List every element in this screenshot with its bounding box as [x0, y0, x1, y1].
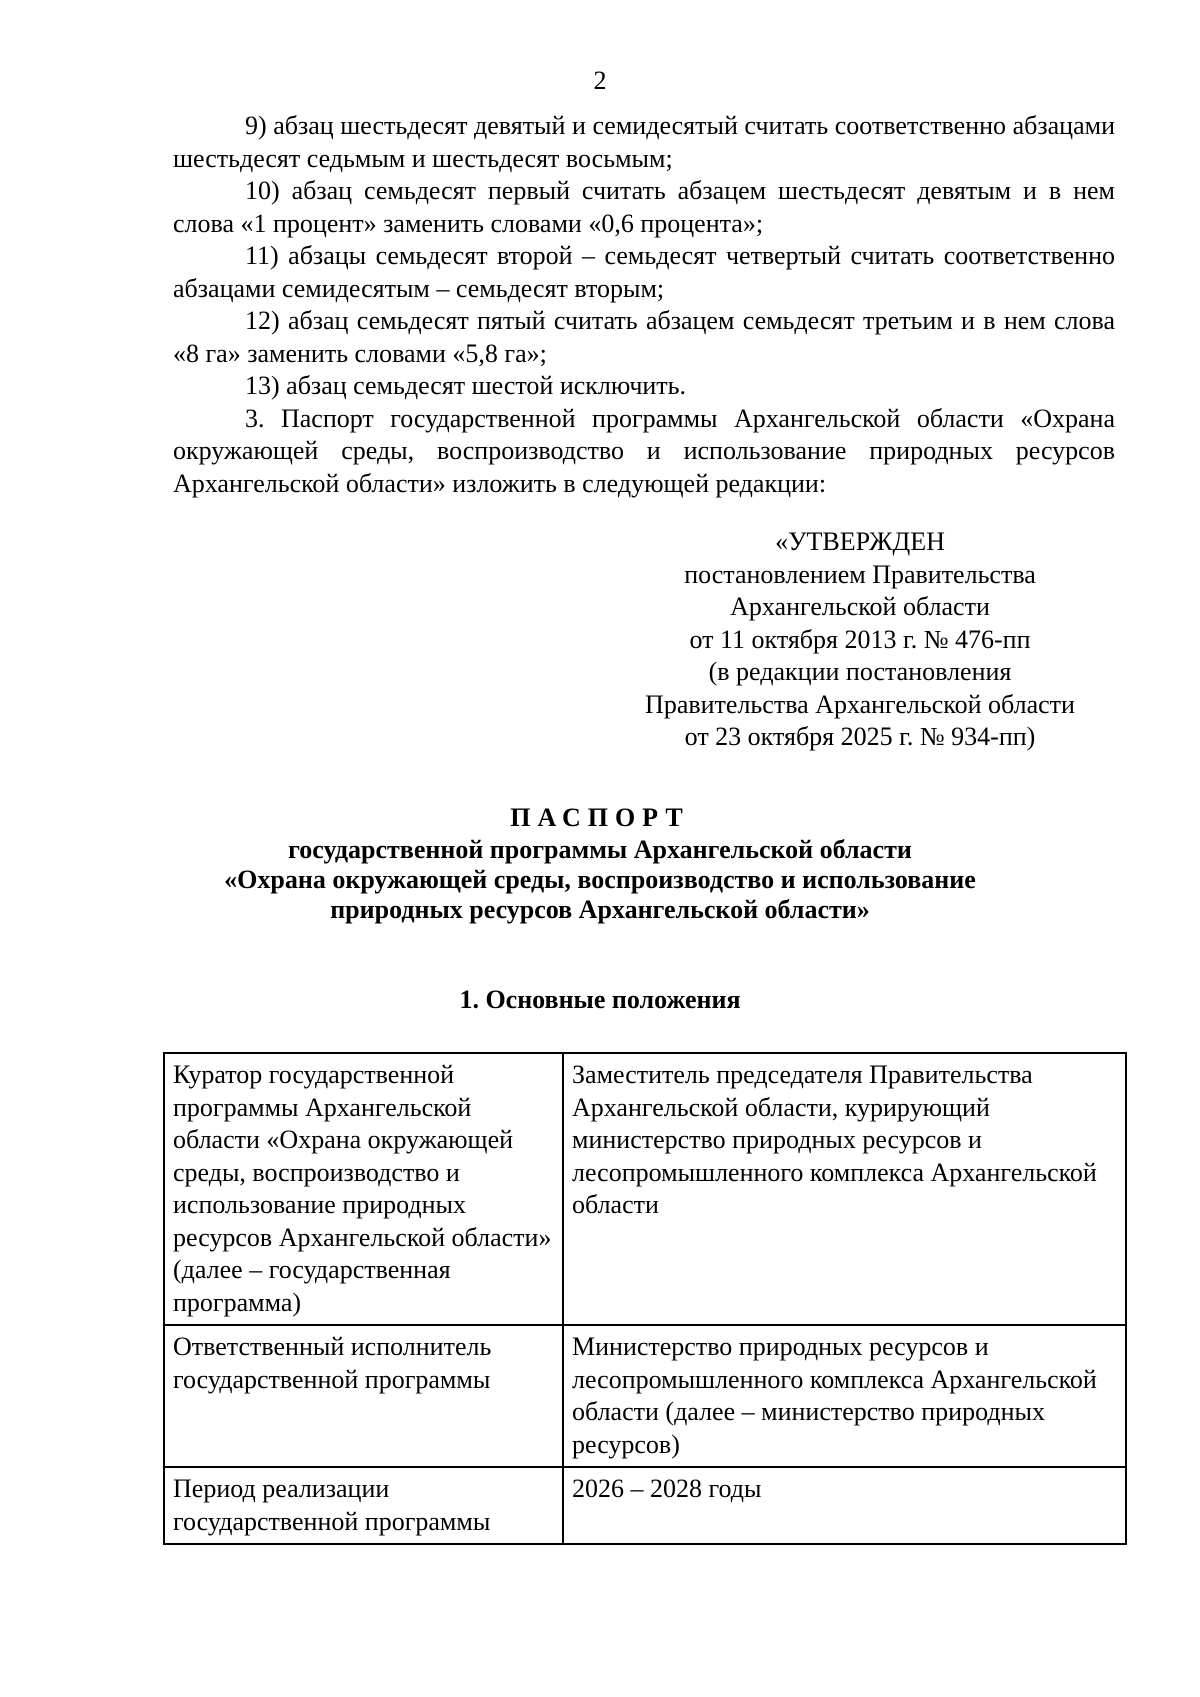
- table-cell-value: Заместитель председателя Правительства Архангельской области, курирующий министерство природных ресурсов и лесопромышленного комплекса Архангельской области: [563, 1053, 1126, 1325]
- paragraph-item-9: 9) абзац шестьдесят девятый и семидесятый считать соответственно абзацами шестьдесят седьмым и шестьдесят восьмым;: [173, 111, 1115, 173]
- approval-line: (в редакции постановления: [708, 657, 1012, 686]
- table-row: [164, 1053, 1126, 1325]
- passport-subtitle-line: природных ресурсов Архангельской области»: [330, 895, 870, 924]
- table-cell-label: Ответственный исполнитель государственной программы: [164, 1325, 563, 1467]
- approval-stamp-block: [600, 526, 1120, 754]
- page-number: 2: [593, 66, 607, 95]
- passport-subtitle-line: государственной программы Архангельской области: [288, 835, 912, 864]
- table-cell-label: Куратор государственной программы Архангельской области «Охрана окружающей среды, воспроизводство и использование природных ресурсов Архангельской области» (далее – государственная программа): [164, 1053, 563, 1325]
- approval-line: постановлением Правительства: [684, 559, 1036, 589]
- approval-line: «УТВЕРЖДЕН: [775, 527, 945, 556]
- table-cell-label: Период реализации государственной программы: [164, 1467, 563, 1544]
- paragraph-item-3-passport: 3. Паспорт государственной программы Архангельской области «Охрана окружающей среды, воспроизводство и использование природных ресурсов Архангельской области» изложить в следующей редакции:: [173, 403, 1115, 498]
- approval-line: от 23 октября 2025 г. № 934-пп): [684, 722, 1036, 751]
- approval-line: Правительства Архангельской области: [645, 689, 1075, 719]
- paragraph-item-10: 10) абзац семьдесят первый считать абзацем шестьдесят девятым и в нем слова «1 процент» заменить словами «0,6 процента»;: [173, 176, 1115, 238]
- amendment-text: [173, 110, 1115, 500]
- section-title: 1. Основные положения: [459, 985, 741, 1014]
- table-cell-value: 2026 – 2028 годы: [563, 1467, 1126, 1544]
- paragraph-item-11: 11) абзацы семьдесят второй – семьдесят четвертый считать соответственно абзацами семидесятым – семьдесят вторым;: [173, 241, 1115, 303]
- paragraph-item-13: 13) абзац семьдесят шестой исключить.: [245, 371, 687, 400]
- passport-title: [0, 803, 1200, 925]
- passport-subtitle-line: «Охрана окружающей среды, воспроизводство и использование: [224, 865, 976, 894]
- table-row: [164, 1325, 1126, 1467]
- passport-heading: ПАСПОРТ: [510, 803, 690, 832]
- table-cell-value: Министерство природных ресурсов и лесопромышленного комплекса Архангельской области (далее – министерство природных ресурсов): [563, 1325, 1126, 1467]
- approval-line: Архангельской области: [730, 592, 990, 621]
- paragraph-item-12: 12) абзац семьдесят пятый считать абзацем семьдесят третьим и в нем слова «8 га» заменить словами «5,8 га»;: [173, 306, 1115, 368]
- approval-line: от 11 октября 2013 г. № 476-пп: [689, 624, 1031, 654]
- table-row: [164, 1467, 1126, 1544]
- passport-table: [163, 1052, 1127, 1545]
